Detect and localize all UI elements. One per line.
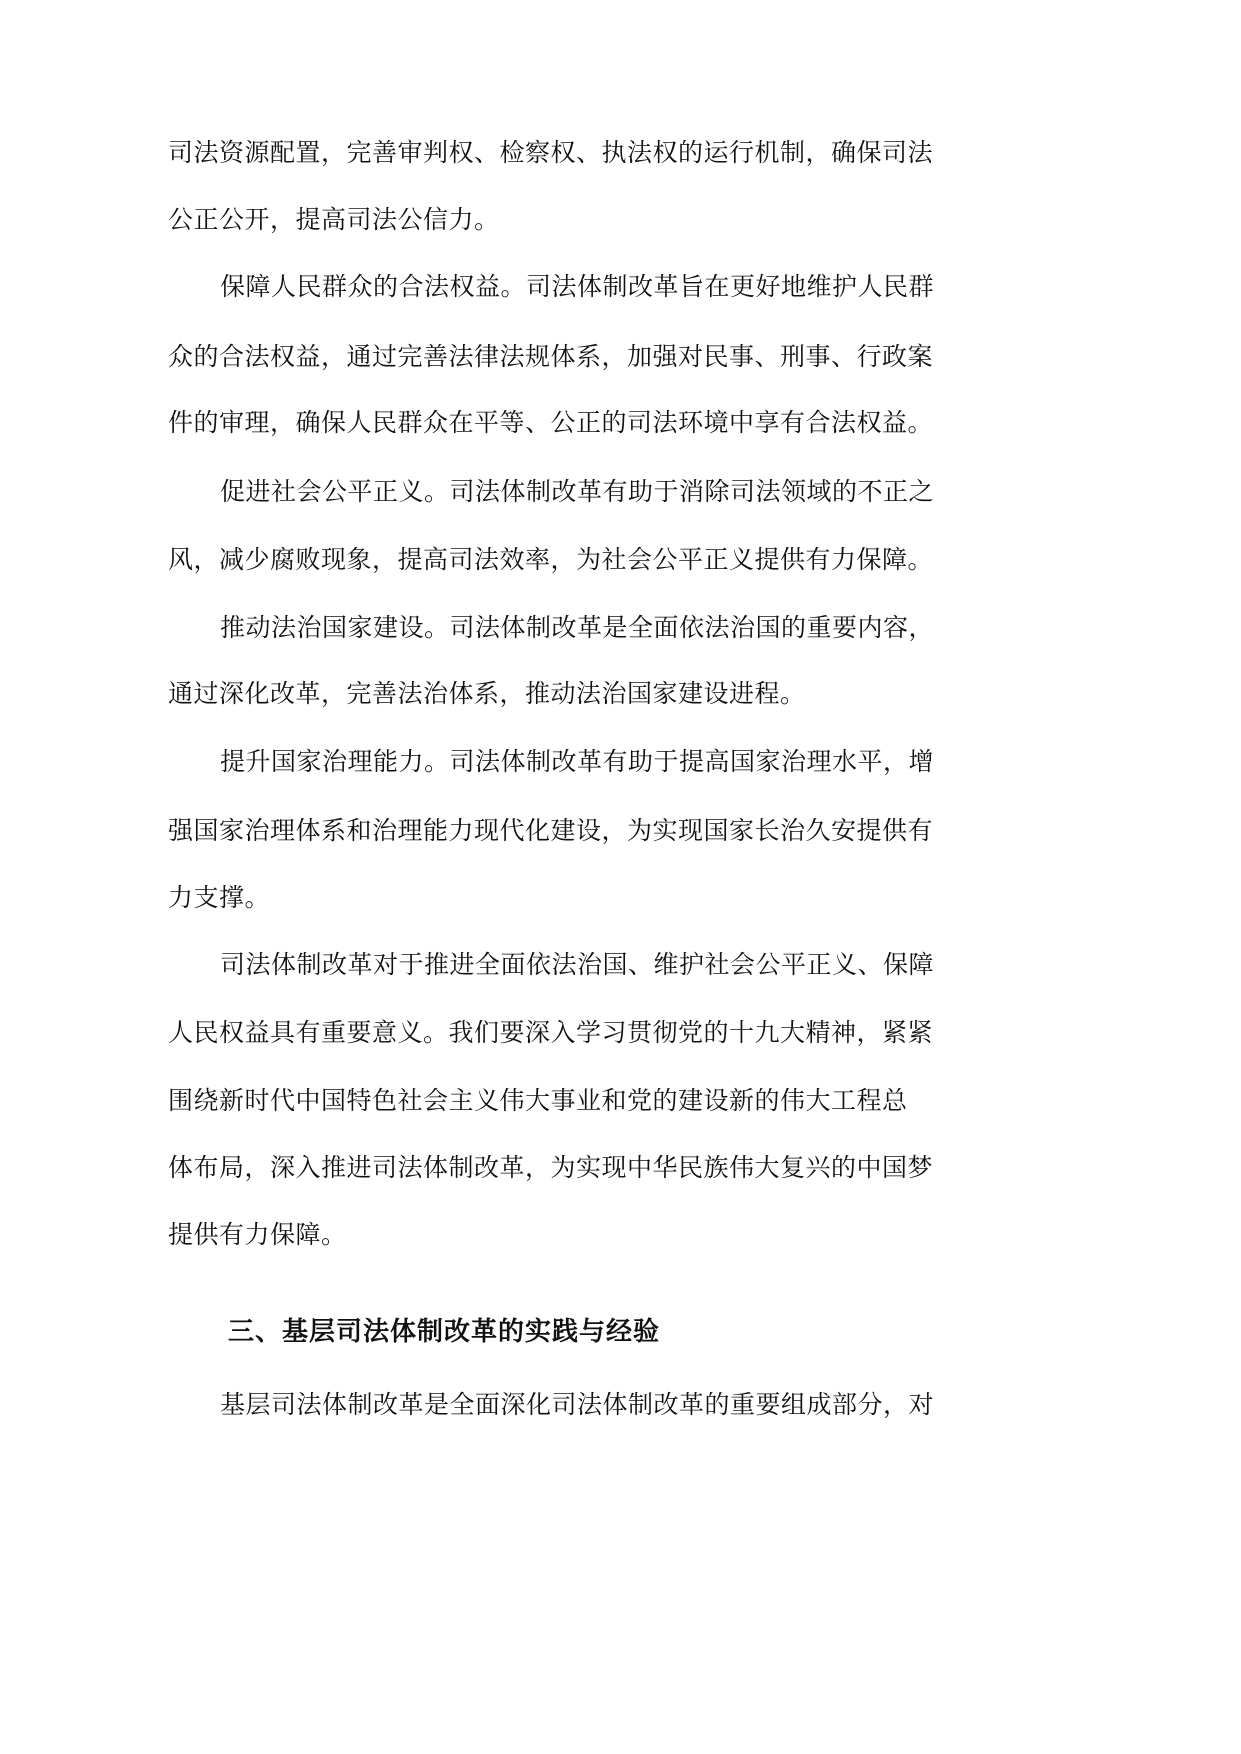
paragraph-line: 众的合法权益，通过完善法律法规体系，加强对民事、刑事、行政案: [168, 342, 934, 371]
paragraph-line: 通过深化改革，完善法治体系，推动法治国家建设进程。: [168, 679, 806, 708]
paragraph-line: 推动法治国家建设。司法体制改革是全面依法治国的重要内容，: [220, 613, 935, 642]
paragraph-line: 公正公开，提高司法公信力。: [168, 205, 500, 234]
paragraph-line: 基层司法体制改革是全面深化司法体制改革的重要组成部分，对: [220, 1390, 935, 1419]
paragraph-line: 人民权益具有重要意义。我们要深入学习贯彻党的十九大精神，紧紧: [168, 1018, 934, 1047]
paragraph-line: 促进社会公平正义。司法体制改革有助于消除司法领域的不正之: [220, 477, 935, 506]
paragraph-line: 件的审理，确保人民群众在平等、公正的司法环境中享有合法权益。: [168, 408, 934, 437]
paragraph-line: 提升国家治理能力。司法体制改革有助于提高国家治理水平，增: [220, 747, 935, 776]
section-heading: 三、基层司法体制改革的实践与经验: [228, 1317, 661, 1347]
paragraph-line: 风，减少腐败现象，提高司法效率，为社会公平正义提供有力保障。: [168, 545, 934, 574]
paragraph-line: 保障人民群众的合法权益。司法体制改革旨在更好地维护人民群: [220, 272, 935, 301]
paragraph-line: 围绕新时代中国特色社会主义伟大事业和党的建设新的伟大工程总: [168, 1086, 908, 1115]
paragraph-line: 司法资源配置，完善审判权、检察权、执法权的运行机制，确保司法: [168, 138, 934, 167]
paragraph-line: 提供有力保障。: [168, 1220, 347, 1249]
paragraph-line: 力支撑。: [168, 883, 271, 912]
paragraph-line: 司法体制改革对于推进全面依法治国、维护社会公平正义、保障: [220, 950, 935, 979]
paragraph-line: 体布局，深入推进司法体制改革，为实现中华民族伟大复兴的中国梦: [168, 1153, 934, 1182]
paragraph-line: 强国家治理体系和治理能力现代化建设，为实现国家长治久安提供有: [168, 816, 934, 845]
